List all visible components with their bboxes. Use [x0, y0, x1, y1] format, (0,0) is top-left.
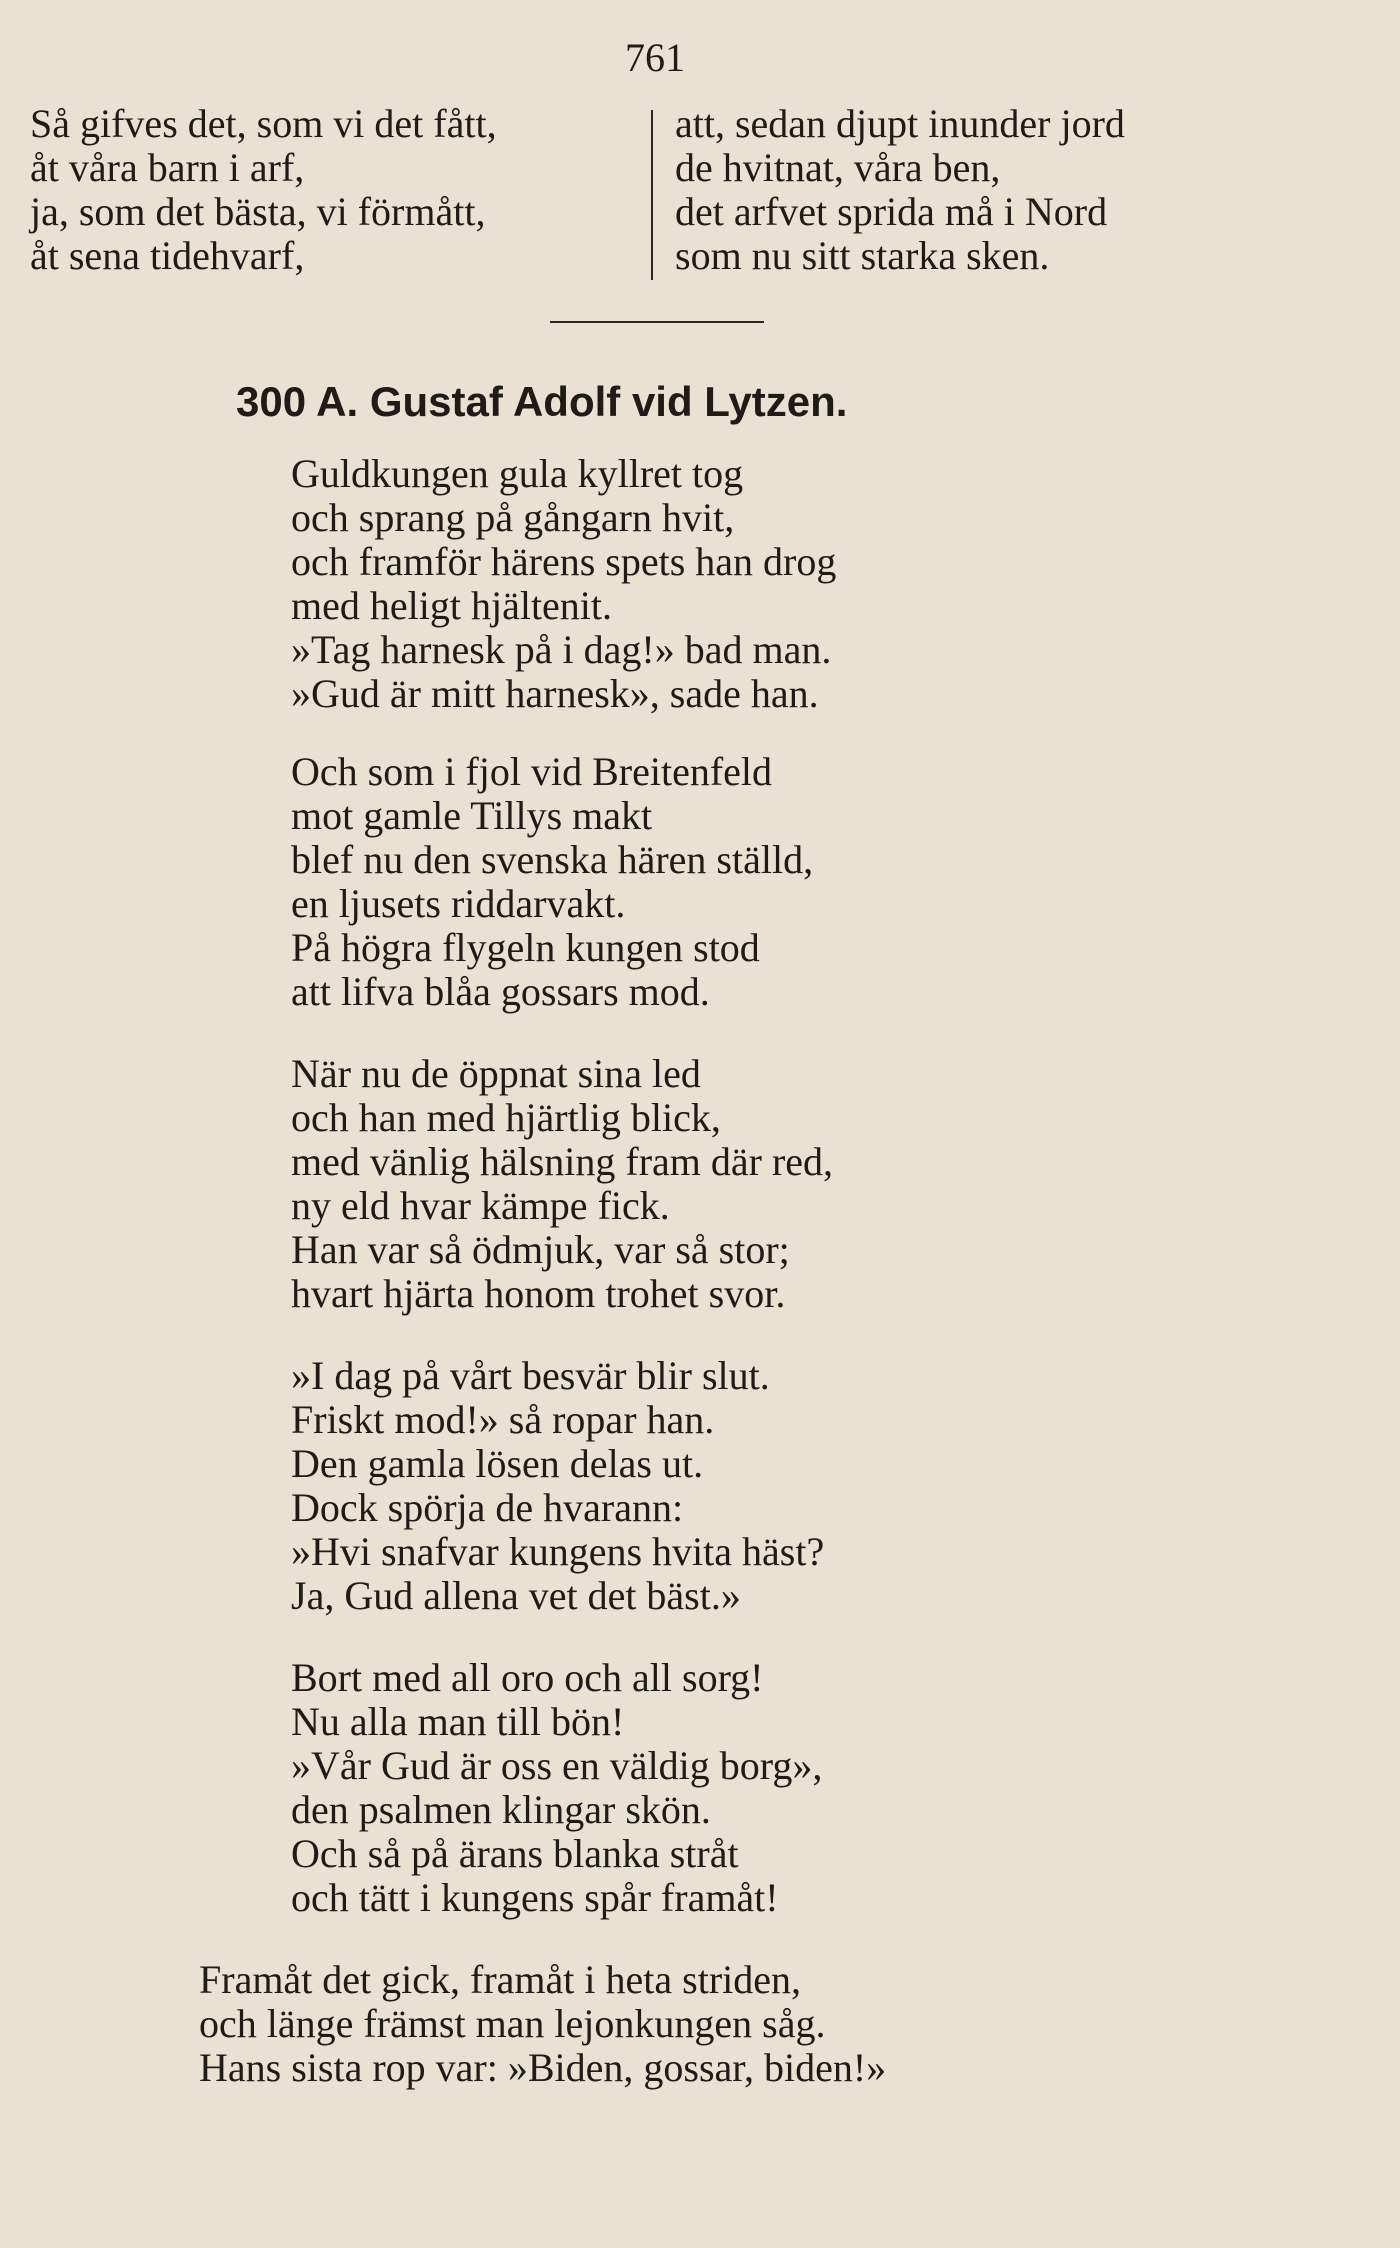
- stanza-4: [291, 1354, 824, 1618]
- final-stanza: [199, 1958, 886, 2090]
- verse-line: Den gamla lösen delas ut.: [291, 1441, 704, 1486]
- verse-line: som nu sitt starka sken.: [675, 233, 1050, 278]
- stanza-2: [291, 750, 813, 1014]
- verse-line: och han med hjärtlig blick,: [291, 1095, 721, 1140]
- verse-line: Friskt mod!» så ropar han.: [291, 1397, 715, 1442]
- verse-line: Bort med all oro och all sorg!: [291, 1655, 764, 1700]
- verse-line: en ljusets riddarvakt.: [291, 881, 626, 926]
- verse-line: åt våra barn i arf,: [30, 145, 305, 190]
- section-rule: [550, 321, 764, 323]
- verse-line: och sprang på gångarn hvit,: [291, 495, 735, 540]
- verse-line: och framför härens spets han drog: [291, 539, 837, 584]
- verse-line: »Vår Gud är oss en väldig borg»,: [291, 1743, 823, 1788]
- verse-line: Och så på ärans blanka stråt: [291, 1831, 739, 1876]
- verse-line: Hans sista rop var: »Biden, gossar, biden!»: [199, 2045, 887, 2090]
- verse-line: blef nu den svenska hären ställd,: [291, 837, 814, 882]
- verse-line: Framåt det gick, framåt i heta striden,: [199, 1957, 802, 2002]
- verse-line: det arfvet sprida må i Nord: [675, 189, 1108, 234]
- verse-line: Så gifves det, som vi det fått,: [30, 101, 497, 146]
- stanza-3: [291, 1052, 833, 1316]
- verse-line: »Tag harnesk på i dag!» bad man.: [291, 627, 832, 672]
- verse-line: Nu alla man till bön!: [291, 1699, 625, 1744]
- verse-line: Guldkungen gula kyllret tog: [291, 451, 744, 496]
- verse-line: åt sena tidehvarf,: [30, 233, 305, 278]
- verse-line: att, sedan djupt inunder jord: [675, 101, 1125, 146]
- stanza-5: [291, 1656, 822, 1920]
- verse-line: och tätt i kungens spår framåt!: [291, 1875, 779, 1920]
- stanza-1: [291, 452, 836, 716]
- verse-line: de hvitnat, våra ben,: [675, 145, 1001, 190]
- verse-line: Och som i fjol vid Breitenfeld: [291, 749, 773, 794]
- column-divider: [651, 110, 653, 280]
- verse-line: och länge främst man lejonkungen såg.: [199, 2001, 826, 2046]
- verse-line: Dock spörja de hvarann:: [291, 1485, 684, 1530]
- verse-line: ny eld hvar kämpe fick.: [291, 1183, 670, 1228]
- page-number: 761: [625, 35, 685, 80]
- verse-line: ja, som det bästa, vi förmått,: [30, 189, 486, 234]
- top-stanza-right: [675, 102, 1125, 278]
- top-stanza-left: [30, 102, 497, 278]
- verse-line: den psalmen klingar skön.: [291, 1787, 711, 1832]
- verse-line: hvart hjärta honom trohet svor.: [291, 1271, 786, 1316]
- verse-line: Ja, Gud allena vet det bäst.»: [291, 1573, 741, 1618]
- verse-line: med vänlig hälsning fram där red,: [291, 1139, 834, 1184]
- verse-line: att lifva blåa gossars mod.: [291, 969, 710, 1014]
- verse-line: med heligt hjältenit.: [291, 583, 613, 628]
- verse-line: När nu de öppnat sina led: [291, 1051, 701, 1096]
- verse-line: Han var så ödmjuk, var så stor;: [291, 1227, 790, 1272]
- hymn-title: 300 A. Gustaf Adolf vid Lytzen.: [236, 378, 848, 425]
- verse-line: På högra flygeln kungen stod: [291, 925, 760, 970]
- verse-line: »Gud är mitt harnesk», sade han.: [291, 671, 819, 716]
- verse-line: »I dag på vårt besvär blir slut.: [291, 1353, 770, 1398]
- verse-line: »Hvi snafvar kungens hvita häst?: [291, 1529, 825, 1574]
- verse-line: mot gamle Tillys makt: [291, 793, 653, 838]
